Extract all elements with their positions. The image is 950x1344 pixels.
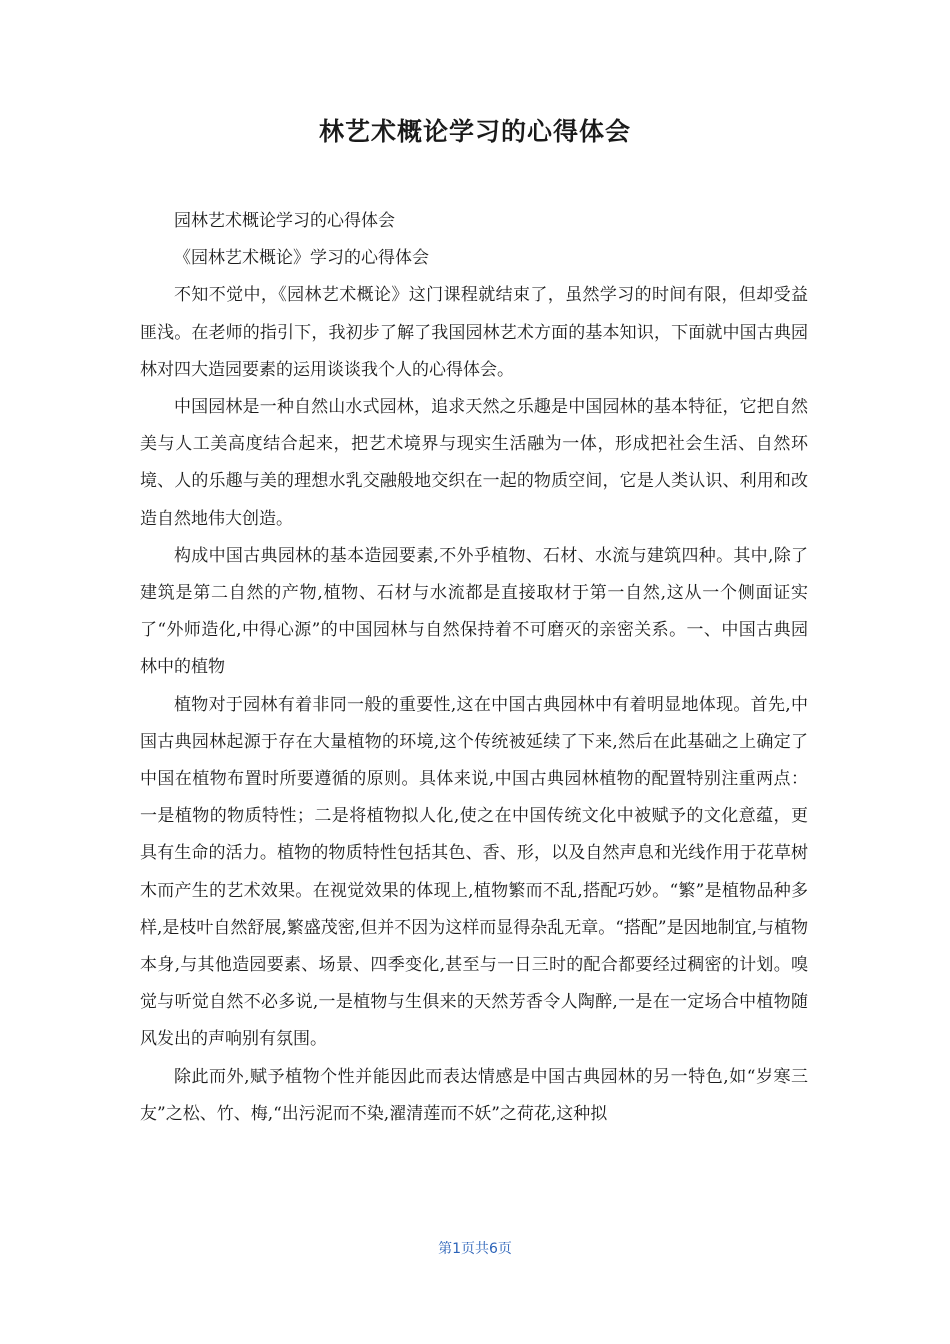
paragraph: 《园林艺术概论》学习的心得体会 <box>174 248 429 269</box>
paragraph: 构成中国古典园林的基本造园要素,不外乎植物、石材、水流与建筑四种。其中,除了建筑是第二自然的产物,植物、石材与水流都是直接取材于第一自然,这从一个侧面证实了“外师造化,中得心源”的中国园林与自然保持着不可磨灭的亲密关系。一、中国古典园林中的植物 <box>140 545 808 678</box>
paragraph: 不知不觉中，《园林艺术概论》这门课程就结束了，虽然学习的时间有限，但却受益匪浅。在老师的指引下，我初步了解了我国园林艺术方面的基本知识，下面就中国古典园林对四大造园要素的运用谈谈我个人的心得体会。 <box>140 285 808 380</box>
page-number-footer: 第1页共6页 <box>438 1241 512 1257</box>
paragraph: 园林艺术概论学习的心得体会 <box>174 211 395 231</box>
document-body <box>140 203 808 1133</box>
paragraph: 植物对于园林有着非同一般的重要性,这在中国古典园林中有着明显地体现。首先,中国古典园林起源于存在大量植物的环境,这个传统被延续了下来,然后在此基础之上确定了中国在植物布置时所要遵循的原则。具体来说,中国古典园林植物的配置特别注重两点：一是植物的物质特性；二是将植物拟人化,使之在中国传统文化中被赋予的文化意蕴，更具有生命的活力。植物的物质特性包括其色、香、形，以及自然声息和光线作用于花草树木而产生的艺术效果。在视觉效果的体现上,植物繁而不乱,搭配巧妙。“繁”是植物品种多样,是枝叶自然舒展,繁盛茂密,但并不因为这样而显得杂乱无章。“搭配”是因地制宜,与植物本身,与其他造园要素、场景、四季变化,甚至与一日三时的配合都要经过稠密的计划。嗅觉与听觉自然不必多说,一是植物与生俱来的天然芳香令人陶醉,一是在一定场合中植物随风发出的声响别有氛围。 <box>140 694 808 1050</box>
paragraph: 除此而外,赋予植物个性并能因此而表达情感是中国古典园林的另一特色,如“岁寒三友”之松、竹、梅,“出污泥而不染,濯清莲而不妖”之荷花,这种拟 <box>140 1066 808 1124</box>
paragraph: 中国园林是一种自然山水式园林，追求天然之乐趣是中国园林的基本特征，它把自然美与人工美高度结合起来，把艺术境界与现实生活融为一体，形成把社会生活、自然环境、人的乐趣与美的理想水乳交融般地交织在一起的物质空间，它是人类认识、利用和改造自然地伟大创造。 <box>140 397 808 529</box>
document-title: 林艺术概论学习的心得体会 <box>318 117 631 146</box>
